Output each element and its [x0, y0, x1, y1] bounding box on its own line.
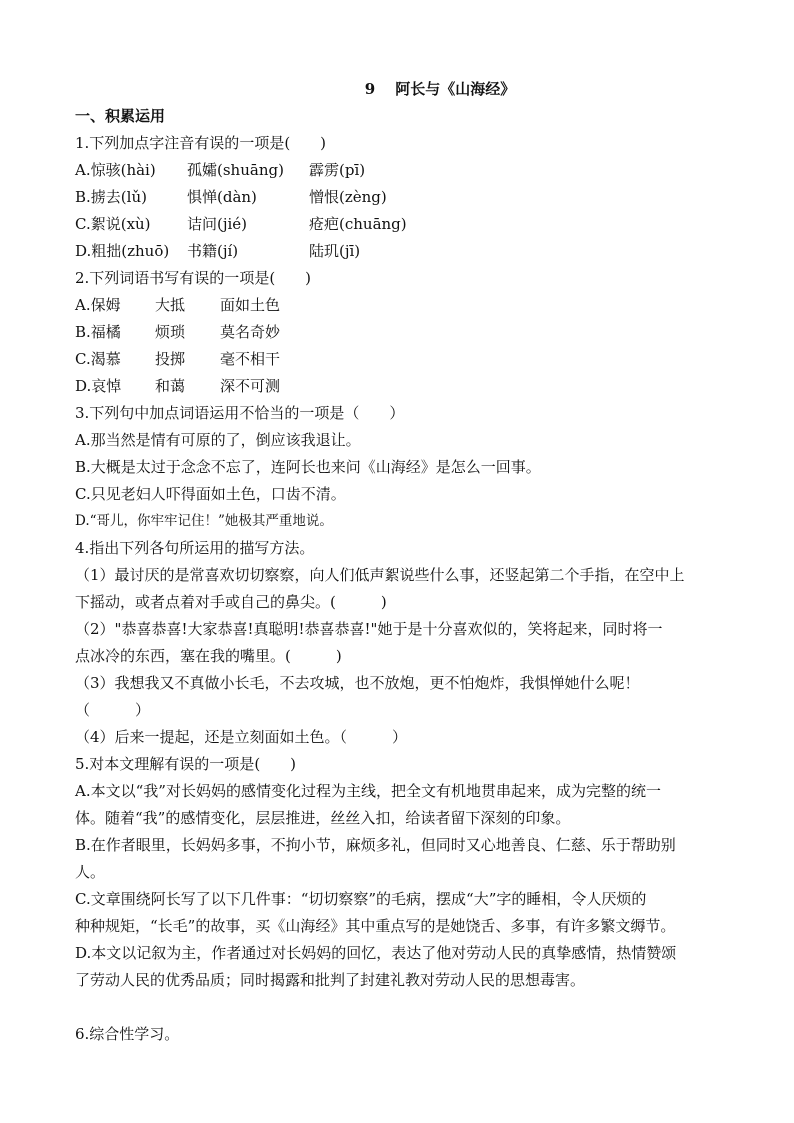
- option-text: A.保姆: [75, 296, 121, 314]
- option-text: D.粗拙(zhuō): [75, 242, 170, 260]
- question-5-stem: 5.对本文理解有误的一项是( ): [75, 755, 297, 773]
- option-text: 惧惮(dàn): [187, 188, 257, 206]
- question-3-option-c: C.只见老妇人吓得面如土色，口齿不清。: [75, 485, 346, 503]
- question-4-sentence-2-cont: 点冰冷的东西，塞在我的嘴里。( ): [75, 647, 342, 665]
- option-text: 陆玑(jī): [309, 242, 361, 260]
- question-1-option-c: [75, 211, 723, 238]
- lesson-title: 阿长与《山海经》: [395, 80, 516, 98]
- option-text: C.絮说(xù): [75, 215, 151, 233]
- option-text: 深不可测: [220, 377, 281, 395]
- option-text: 面如土色: [220, 296, 281, 314]
- option-text: 烦琐: [155, 323, 186, 341]
- option-text: B.掳去(lǔ): [75, 188, 147, 206]
- option-text: 诘问(jié): [187, 215, 248, 233]
- question-2-option-c: [75, 346, 723, 373]
- question-1-stem: 1.下列加点字注音有误的一项是( ): [75, 134, 327, 152]
- document-body: [75, 103, 723, 1048]
- question-5-option-a: A.本文以“我”对长妈妈的感情变化过程为主线，把全文有机地贯串起来，成为完整的统一: [75, 782, 661, 800]
- option-text: 毫不相干: [220, 350, 281, 368]
- question-4-sentence-3-cont: （ ）: [75, 701, 151, 719]
- question-5-option-b-cont: 人。: [75, 863, 106, 881]
- question-4-sentence-1-cont: 下摇动，或者点着对手或自己的鼻尖。( ): [75, 593, 387, 611]
- option-text: C.渴慕: [75, 350, 121, 368]
- question-3-option-a: A.那当然是情有可原的了，倒应该我退让。: [75, 431, 361, 449]
- question-2-option-a: [75, 292, 723, 319]
- question-5-option-c: C.文章围绕阿长写了以下几件事：“切切察察”的毛病，摆成“大”字的睡相，令人厌烦的: [75, 890, 647, 908]
- question-1-option-b: [75, 184, 723, 211]
- option-text: 霹雳(pī): [309, 161, 366, 179]
- question-4-stem: 4.指出下列各句所运用的描写方法。: [75, 539, 315, 557]
- question-3-option-d: D.“哥儿，你牢牢记住！”她极其严重地说。: [75, 513, 333, 529]
- option-text: 书籍(jí): [187, 242, 239, 260]
- question-2-stem: 2.下列词语书写有误的一项是( ): [75, 269, 312, 287]
- question-6-stem: 6.综合性学习。: [75, 1025, 180, 1043]
- option-text: 孤孀(shuāng): [187, 161, 284, 179]
- question-4-sentence-3: （3）我想我又不真做小长毛，不去攻城，也不放炮，更不怕炮炸，我惧惮她什么呢！: [75, 674, 640, 692]
- question-5-option-c-cont: 种种规矩，“长毛”的故事，买《山海经》其中重点写的是她饶舌、多事，有许多繁文缛节。: [75, 917, 676, 935]
- question-4-sentence-2: （2）"恭喜恭喜!大家恭喜!真聪明!恭喜恭喜!"她于是十分喜欢似的，笑将起来，同时将一: [75, 620, 663, 638]
- option-text: D.哀悼: [75, 377, 122, 395]
- option-text: 憎恨(zèng): [309, 188, 387, 206]
- spacer: [75, 994, 723, 1021]
- option-text: 疮疤(chuāng): [309, 215, 407, 233]
- question-4-sentence-4: （4）后来一提起，还是立刻面如土色。（ ）: [75, 728, 408, 746]
- page-title: [0, 78, 794, 99]
- option-text: 大抵: [155, 296, 186, 314]
- question-1-option-d: [75, 238, 723, 265]
- option-text: B.福橘: [75, 323, 121, 341]
- question-4-sentence-1: （1）最讨厌的是常喜欢切切察察，向人们低声絮说些什么事，还竖起第二个手指，在空中上: [75, 566, 685, 584]
- question-5-option-b: B.在作者眼里，长妈妈多事，不拘小节，麻烦多礼，但同时又心地善良、仁慈、乐于帮助别: [75, 836, 676, 854]
- question-5-option-d-cont: 了劳动人民的优秀品质；同时揭露和批判了封建礼教对劳动人民的思想毒害。: [75, 971, 586, 989]
- option-text: 莫名奇妙: [220, 323, 281, 341]
- lesson-number: 9: [364, 80, 376, 98]
- question-3-stem: 3.下列句中加点词语运用不恰当的一项是（ ）: [75, 404, 405, 422]
- option-text: 和蔼: [155, 377, 186, 395]
- question-2-option-b: [75, 319, 723, 346]
- question-5-option-d: D.本文以记叙为主，作者通过对长妈妈的回忆，表达了他对劳动人民的真挚感情，热情赞颂: [75, 944, 677, 962]
- question-5-option-a-cont: 体。随着“我”的感情变化，层层推进，丝丝入扣，给读者留下深刻的印象。: [75, 809, 571, 827]
- question-3-option-b: B.大概是太过于念念不忘了，连阿长也来问《山海经》是怎么一回事。: [75, 458, 541, 476]
- option-text: 投掷: [155, 350, 186, 368]
- section-heading: 一、积累运用: [75, 107, 166, 125]
- question-2-option-d: [75, 373, 723, 400]
- question-1-option-a: [75, 157, 723, 184]
- option-text: A.惊骇(hài): [75, 161, 156, 179]
